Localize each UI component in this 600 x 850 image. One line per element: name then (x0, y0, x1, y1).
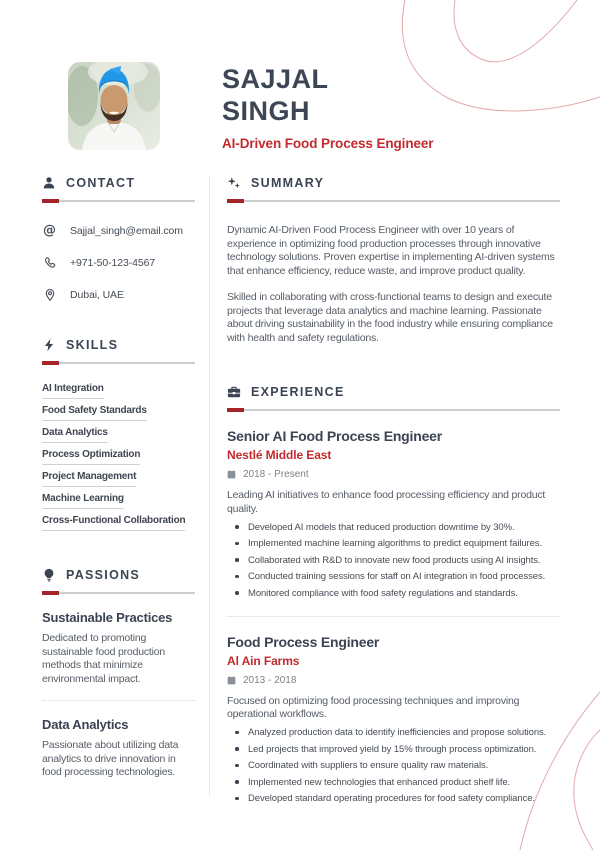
passions-section (42, 568, 195, 780)
header (68, 62, 433, 151)
skill-item: Cross-Functional Collaboration (42, 515, 185, 531)
calendar-icon (227, 470, 236, 479)
dotted-divider (42, 700, 195, 701)
job-bullet: Developed standard operating procedures for food safety compliance. (227, 793, 560, 804)
contact-heading-label: CONTACT (66, 176, 136, 190)
skill-item: Process Optimization (42, 449, 140, 465)
section-rule (42, 200, 195, 202)
job-bullet: Conducted training sessions for staff on AI integration in food processes. (227, 571, 560, 582)
lightning-icon (42, 338, 56, 352)
job-bullet: Implemented machine learning algorithms to predict equipment failures. (227, 538, 560, 549)
person-last-name: SINGH (222, 96, 311, 126)
job-dates-text: 2013 - 2018 (243, 674, 297, 686)
job-dates (227, 469, 560, 480)
summary-heading (227, 176, 560, 190)
lightbulb-icon (42, 568, 56, 582)
passion-description: Passionate about utilizing data analytics to drive innovation in food processing technologies. (42, 739, 179, 778)
skill-item: Machine Learning (42, 493, 124, 509)
job-dates-text: 2018 - Present (243, 469, 309, 480)
section-rule (42, 362, 195, 364)
skills-section (42, 338, 195, 531)
skill-item: Data Analytics (42, 427, 108, 443)
passion-item (42, 717, 195, 780)
phone-icon (42, 255, 57, 270)
job-bullet: Coordinated with suppliers to ensure quality raw materials. (227, 760, 560, 771)
contact-section (42, 176, 195, 302)
job-description: Leading AI initiatives to enhance food processing efficiency and product quality. (227, 489, 546, 515)
experience-heading-label: EXPERIENCE (251, 385, 345, 399)
passion-title: Data Analytics (42, 717, 129, 732)
job-description: Focused on optimizing food processing techniques and improving operational workflows. (227, 694, 520, 720)
job-bullet: Implemented new technologies that enhanced product shelf life. (227, 777, 560, 788)
skills-heading (42, 338, 195, 352)
job-company: Nestlé Middle East (227, 448, 332, 462)
job-bullet: Analyzed production data to identify inefficiencies and propose solutions. (227, 727, 560, 738)
job-company: Al Ain Farms (227, 653, 300, 668)
person-first-name: SAJJAL (222, 64, 329, 94)
user-icon (42, 176, 56, 190)
skills-heading-label: SKILLS (66, 338, 119, 352)
section-rule (227, 409, 560, 411)
job-bullet-list (227, 727, 560, 804)
contact-phone-text: +971-50-123-4567 (70, 256, 156, 269)
skill-item: Food Safety Standards (42, 405, 147, 421)
summary-heading-label: SUMMARY (251, 176, 325, 190)
job-bullet: Led projects that improved yield by 15% through process optimization. (227, 744, 560, 755)
at-icon: @ (43, 223, 56, 238)
job-dates (227, 675, 560, 686)
person-name (222, 63, 433, 127)
sidebar (42, 176, 195, 780)
contact-email (42, 223, 195, 238)
passion-title: Sustainable Practices (42, 610, 173, 625)
job-entry (227, 428, 560, 599)
passions-heading (42, 568, 195, 582)
passions-heading-label: PASSIONS (66, 568, 141, 582)
job-bullet-list (227, 522, 560, 599)
calendar-icon (227, 676, 236, 685)
column-divider (209, 176, 210, 796)
skill-item: AI Integration (42, 383, 104, 399)
experience-section (227, 385, 560, 804)
briefcase-icon (227, 385, 241, 399)
summary-text (227, 224, 560, 345)
summary-paragraph: Skilled in collaborating with cross-functional teams to design and execute projects that leverage data analytics and machine learning. Passionate about driving sustainability in the food industry while ensuring compliance with health and safety regulations. (227, 291, 553, 344)
sparkles-icon (227, 176, 241, 190)
job-bullet: Monitored compliance with food safety regulations and standards. (227, 588, 560, 599)
contact-location-text: Dubai, UAE (70, 288, 124, 301)
location-pin-icon (42, 287, 57, 302)
job-title: Food Process Engineer (227, 633, 380, 650)
summary-section (227, 176, 560, 345)
main-column (227, 176, 560, 804)
contact-email-text: Sajjal_singh@email.com (70, 224, 183, 237)
job-entry (227, 634, 560, 805)
person-job-title: AI-Driven Food Process Engineer (222, 136, 434, 151)
contact-heading (42, 176, 195, 190)
skills-list (42, 383, 195, 531)
passion-description: Dedicated to promoting sustainable food production methods that minimize environmental impact. (42, 632, 166, 685)
contact-phone (42, 255, 195, 270)
dotted-divider (227, 616, 560, 617)
job-bullet: Developed AI models that reduced production downtime by 30%. (227, 522, 560, 533)
job-title: Senior AI Food Process Engineer (227, 428, 442, 444)
job-bullet: Collaborated with R&D to innovate new food products using AI insights. (227, 555, 560, 566)
portrait-illustration (68, 62, 160, 150)
summary-paragraph: Dynamic AI-Driven Food Process Engineer with over 10 years of experience in optimizing food production processes through innovative technology solutions. Proven expertise in implementing AI-driven systems that enhance efficiency, reduce waste, and improve product quality. (227, 224, 555, 277)
section-rule (227, 200, 560, 202)
skill-item: Project Management (42, 471, 136, 487)
passion-item (42, 610, 195, 686)
section-rule (42, 592, 195, 594)
experience-heading (227, 385, 560, 399)
profile-photo (68, 62, 160, 150)
contact-location (42, 287, 195, 302)
